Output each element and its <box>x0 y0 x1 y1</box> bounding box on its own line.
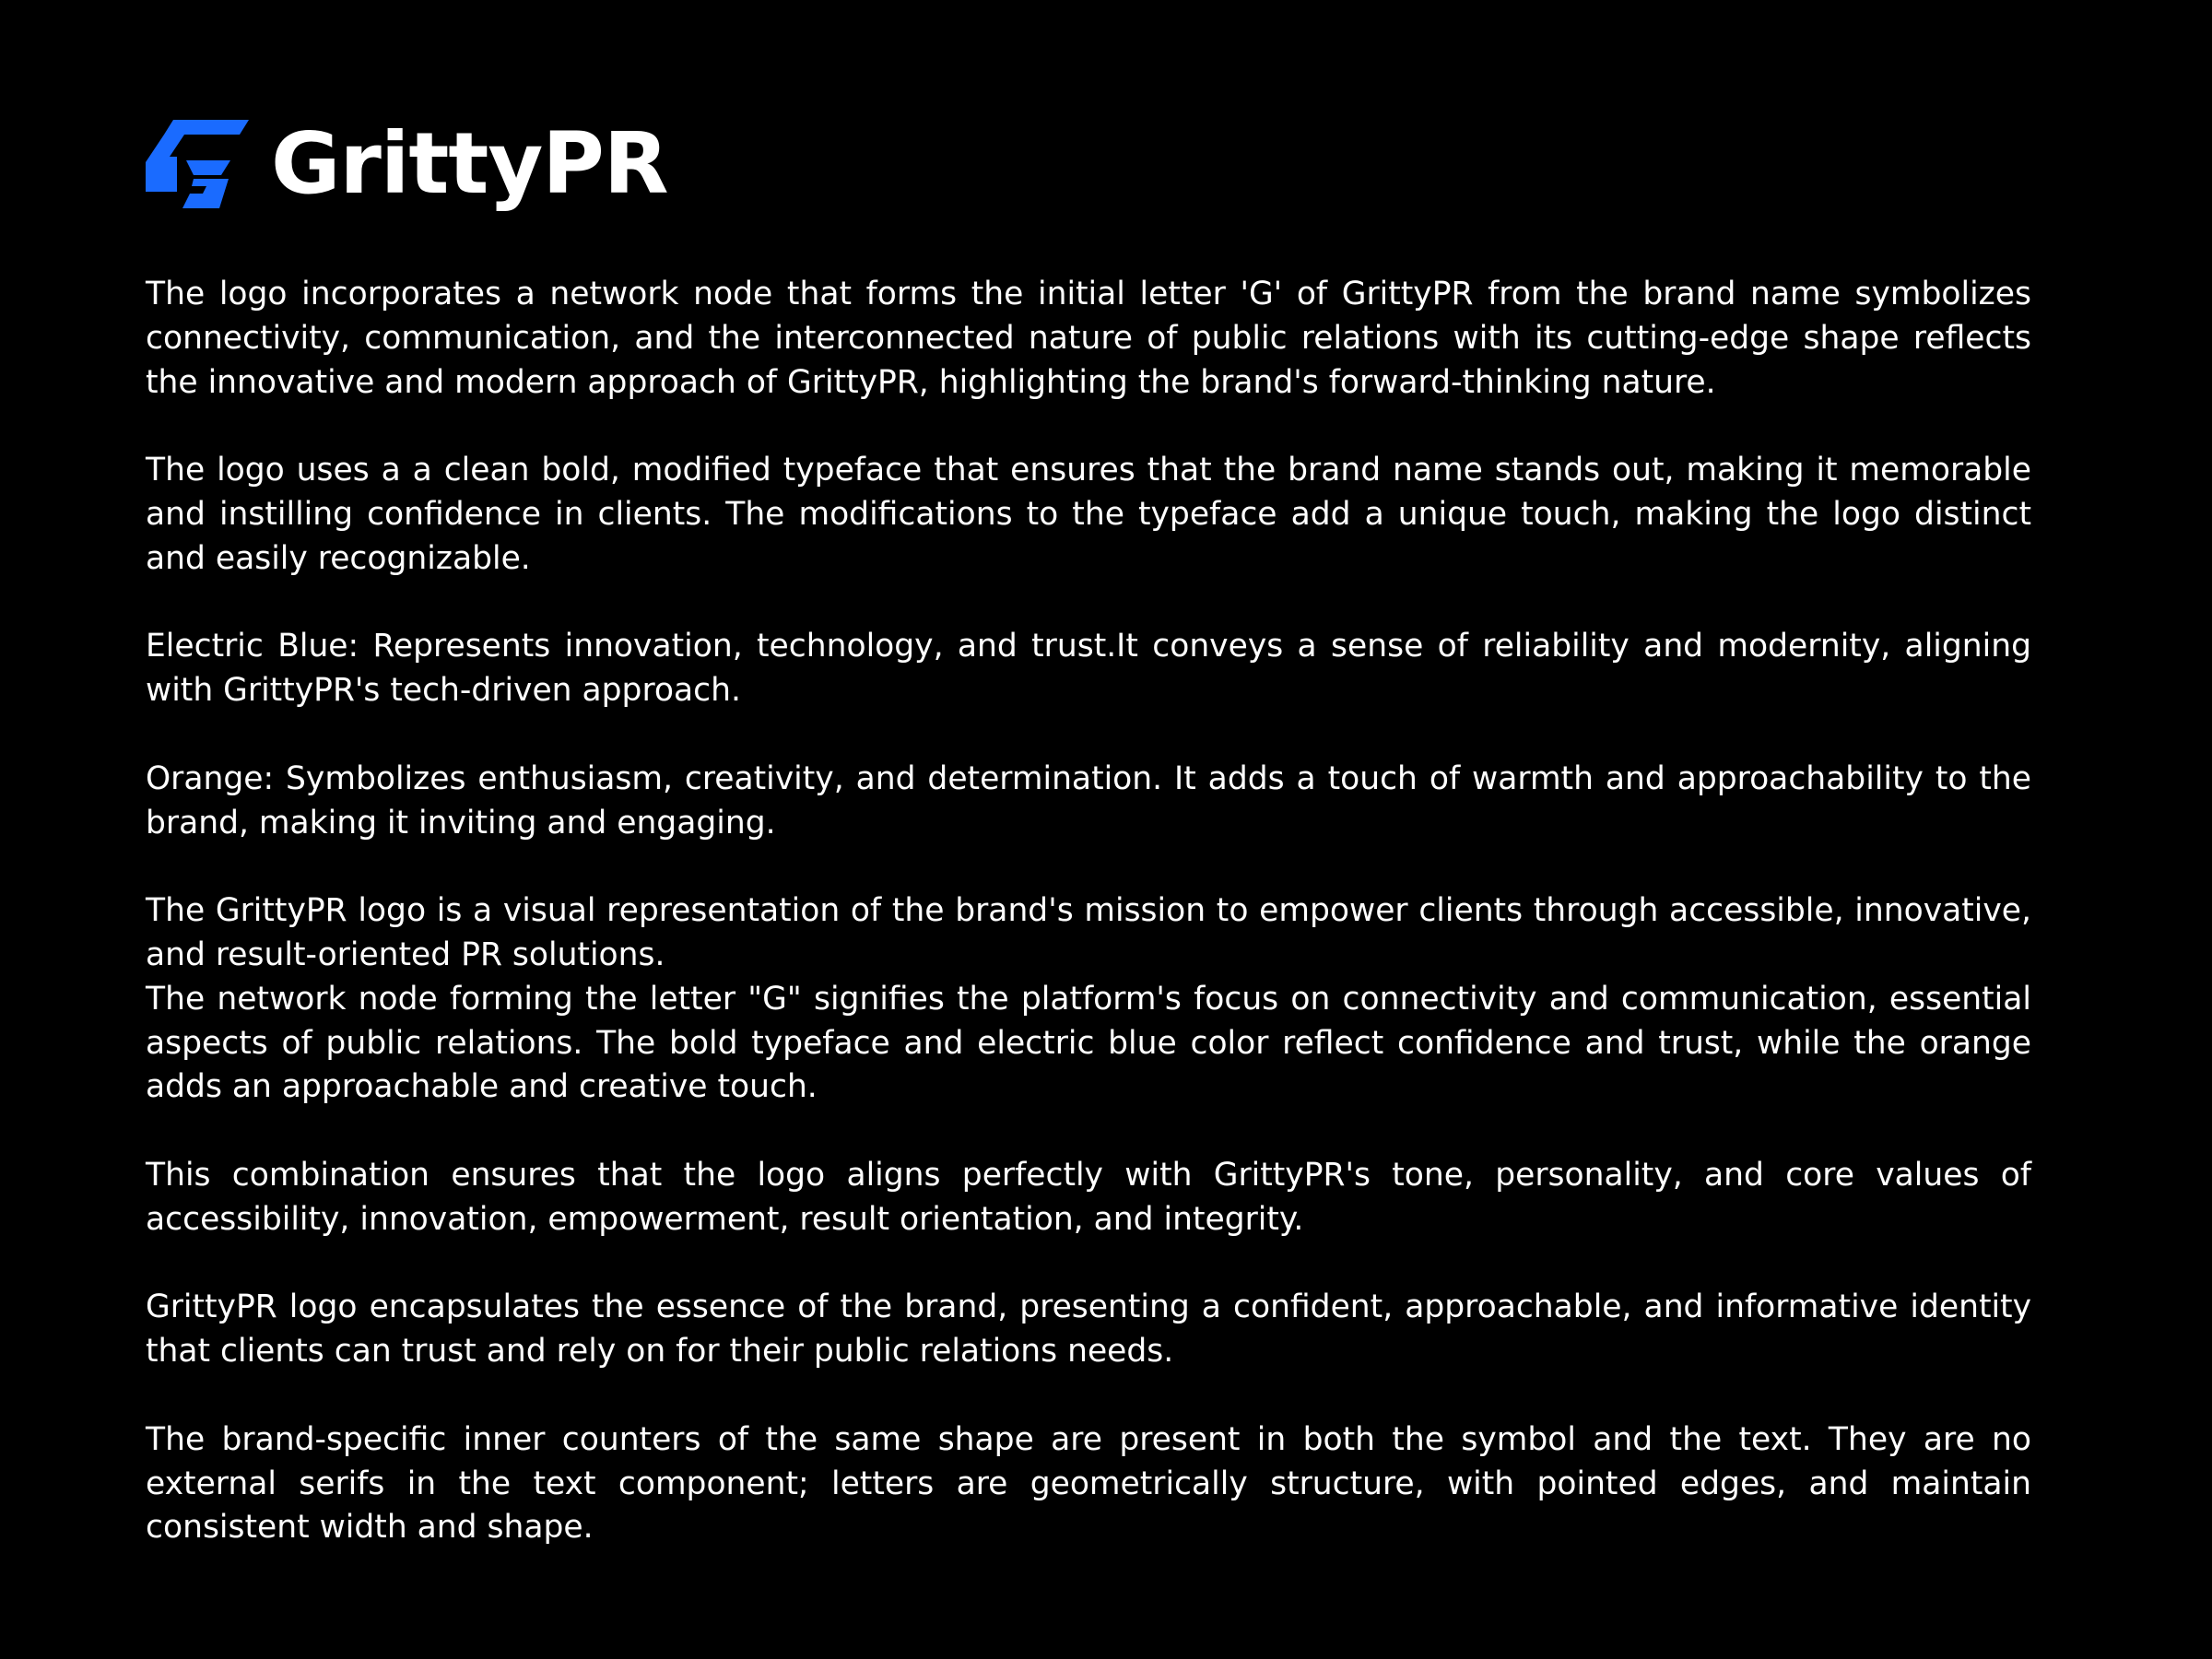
network-node-g-icon <box>146 120 249 208</box>
paragraph-mission: The GrittyPR logo is a visual representation of the brand's mission to empower clients through accessible, innovative, and result-oriented PR solutions. <box>146 892 2031 973</box>
paragraph-network-node: The network node forming the letter "G" signifies the platform's focus on connectivity and communication, essential aspects of public relations. The bold typeface and electric blue color reflect confidence and trust, while the orange adds an approachable and creative touch. <box>146 980 2031 1106</box>
paragraph-electric-blue: Electric Blue: Represents innovation, technology, and trust.It conveys a sense of reliability and modernity, aligning with GrittyPR's tech-driven approach. <box>146 628 2031 710</box>
description-text <box>146 273 2031 1550</box>
paragraph-inner-counters: The brand-specific inner counters of the same shape are present in both the symbol and the text. They are no external serifs in the text component; letters are geometrically structure, with pointed edges, and maintain consistent width and shape. <box>146 1420 2031 1547</box>
paragraph-combination: This combination ensures that the logo aligns perfectly with GrittyPR's tone, personality, and core values of accessibility, innovation, empowerment, result orientation, and integrity. <box>146 1156 2031 1238</box>
paragraph-orange: Orange: Symbolizes enthusiasm, creativity, and determination. It adds a touch of warmth and approachability to the brand, making it inviting and engaging. <box>146 759 2031 841</box>
paragraph-typeface: The logo uses a a clean bold, modified typeface that ensures that the brand name stands out, making it memorable and instilling confidence in clients. The modifications to the typeface add a unique touch, making the logo distinct and easily recognizable. <box>146 452 2031 577</box>
brand-logo <box>146 114 668 213</box>
paragraph-essence: GrittyPR logo encapsulates the essence of the brand, presenting a confident, approachable, and informative identity that clients can trust and rely on for their public relations needs. <box>146 1288 2031 1371</box>
paragraph-logo-concept: The logo incorporates a network node that forms the initial letter 'G' of GrittyPR from the brand name symbolizes connectivity, communication, and the interconnected nature of public relations with its cutting-edge shape reflects the innovative and modern approach of GrittyPR, highlighting the brand's forward-thinking nature. <box>146 276 2031 401</box>
brand-wordmark: GrittyPR <box>271 114 668 213</box>
